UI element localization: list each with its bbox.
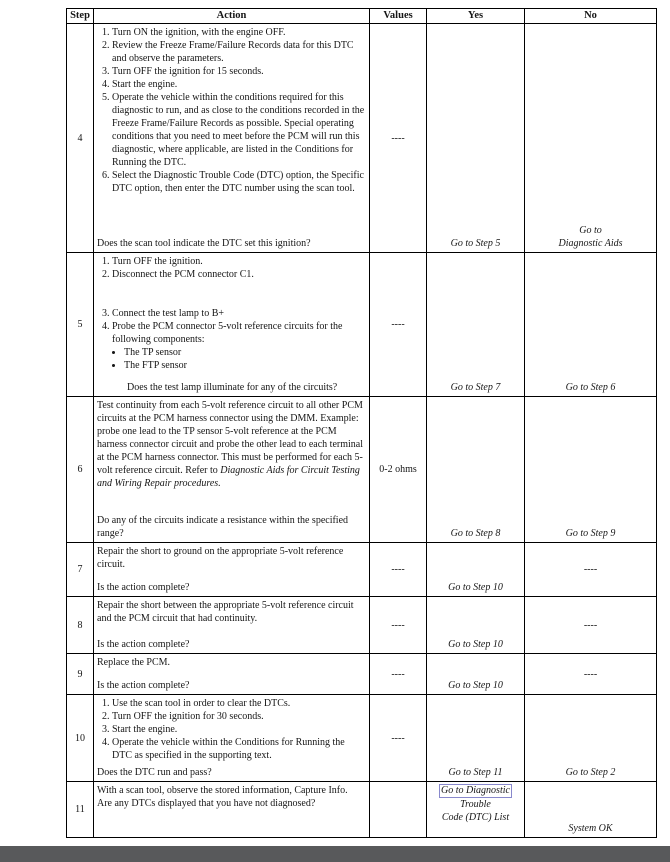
no-cell xyxy=(525,782,657,838)
action-item xyxy=(112,320,366,372)
component-bullet-list xyxy=(112,346,366,372)
action-item: 5. Operate the vehicle within the conditions required for this diagnostic to run, and as close to the conditions recorded in the Freeze Frame/Failure Records as possible. Special operating conditions that you need to meet before the PCM will run this diagnostic, where applicable, are listed in the Conditions for Running the DTC. xyxy=(112,91,366,169)
action-item: 2. Review the Freeze Frame/Failure Records data for this DTC and observe the parameters. xyxy=(112,39,366,65)
values-cell: ---- xyxy=(370,654,427,695)
action-item: 2. Disconnect the PCM connector C1. xyxy=(112,268,366,281)
yes-cell xyxy=(427,253,525,397)
step-cell: 7 xyxy=(67,543,94,597)
step-cell: 4 xyxy=(67,24,94,253)
bullet-item: • The FTP sensor xyxy=(124,359,366,372)
action-step-list xyxy=(97,255,366,372)
action-cell xyxy=(94,24,370,253)
go-to-reference: Go to Step 5 xyxy=(450,238,501,249)
yes-cell xyxy=(427,24,525,253)
action-question: Does the test lamp illuminate for any of the circuits? xyxy=(127,382,338,393)
column-header-action: Action xyxy=(94,9,370,24)
action-text xyxy=(97,399,366,490)
no-cell xyxy=(525,24,657,253)
action-step-list xyxy=(97,697,366,762)
go-to-reference: Go to Step 2 xyxy=(565,767,616,778)
step-cell: 6 xyxy=(67,397,94,543)
action-question: Is the action complete? xyxy=(97,680,190,691)
go-to-diagnostic-link[interactable]: Go to Diagnostic xyxy=(441,785,510,796)
action-cell xyxy=(94,597,370,654)
action-cell xyxy=(94,543,370,597)
values-cell: ---- xyxy=(370,253,427,397)
action-item: 3. Turn OFF the ignition for 15 seconds. xyxy=(112,65,366,78)
go-to-reference: Go to Step 8 xyxy=(450,528,501,539)
step-cell: 11 xyxy=(67,782,94,838)
values-cell xyxy=(370,782,427,838)
table-row xyxy=(67,543,657,597)
action-cell xyxy=(94,695,370,782)
yes-cell xyxy=(427,654,525,695)
page-bottom-bar xyxy=(0,846,670,862)
values-cell: 0-2 ohms xyxy=(370,397,427,543)
column-header-yes: Yes xyxy=(427,9,525,24)
table-row xyxy=(67,695,657,782)
go-to-dtc-list-reference xyxy=(430,784,521,824)
values-cell: ---- xyxy=(370,597,427,654)
go-to-reference: Go to Step 10 xyxy=(448,639,503,650)
go-to-reference: Go to Step 11 xyxy=(448,767,503,778)
action-text: With a scan tool, observe the stored information, Capture Info. xyxy=(97,785,348,796)
header-row xyxy=(67,9,657,24)
values-cell: ---- xyxy=(370,24,427,253)
action-item: 2. Turn OFF the ignition for 30 seconds. xyxy=(112,710,366,723)
action-question: Are any DTCs displayed that you have not diagnosed? xyxy=(97,798,316,809)
action-question: Is the action complete? xyxy=(97,582,190,593)
action-cell xyxy=(94,253,370,397)
table-row xyxy=(67,782,657,838)
action-question: Does the DTC run and pass? xyxy=(97,767,212,778)
action-item: 1. Use the scan tool in order to clear the DTCs. xyxy=(112,697,366,710)
diagnostic-table-page xyxy=(66,8,657,838)
go-to-reference: Go to Step 9 xyxy=(565,528,616,539)
no-cell xyxy=(525,695,657,782)
yes-cell xyxy=(427,597,525,654)
action-item-text: Probe the PCM connector 5-volt reference circuits for the following components: xyxy=(112,321,343,345)
go-to-reference: Go to Step 7 xyxy=(450,382,501,393)
yes-cell xyxy=(427,695,525,782)
action-text-normal: Test continuity from each 5-volt reference circuit to all other PCM circuits at the PCM harness connector using the DMM. Example: probe one lead to the TP sensor 5-volt reference at the PCM harness connector circuit and probe the other lead to each terminal at the PCM harness connector. This must be performed for each 5-volt reference circuit. Refer to xyxy=(97,400,363,476)
action-cell xyxy=(94,654,370,695)
action-text: Repair the short to ground on the appropriate 5-volt reference circuit. xyxy=(97,546,344,570)
no-dashes: ---- xyxy=(583,564,598,575)
step-cell: 10 xyxy=(67,695,94,782)
step-cell: 8 xyxy=(67,597,94,654)
column-header-no: No xyxy=(525,9,657,24)
action-question: Do any of the circuits indicate a resistance within the specified range? xyxy=(97,515,349,539)
action-item: 1. Turn ON the ignition, with the engine OFF. xyxy=(112,26,366,39)
step-cell: 5 xyxy=(67,253,94,397)
yes-cell xyxy=(427,782,525,838)
go-to-reference: Go to Diagnostic Aids xyxy=(558,225,623,249)
action-item: 3. Start the engine. xyxy=(112,723,366,736)
reference-line: Code (DTC) List xyxy=(441,812,510,823)
no-cell xyxy=(525,543,657,597)
action-cell xyxy=(94,782,370,838)
action-item: 4. Operate the vehicle within the Conditions for Running the DTC as specified in the supporting text. xyxy=(112,736,366,762)
go-to-reference: Go to Step 10 xyxy=(448,680,503,691)
action-item: 3. Connect the test lamp to B+ xyxy=(112,307,366,320)
no-cell xyxy=(525,397,657,543)
go-to-reference: Go to Step 10 xyxy=(448,582,503,593)
action-item: 4. Start the engine. xyxy=(112,78,366,91)
action-cell xyxy=(94,397,370,543)
table-row xyxy=(67,654,657,695)
system-ok-text: System OK xyxy=(568,823,613,834)
values-cell: ---- xyxy=(370,695,427,782)
action-item: 6. Select the Diagnostic Trouble Code (DTC) option, the Specific DTC option, then enter the DTC number using the scan tool. xyxy=(112,169,366,195)
action-item: 1. Turn OFF the ignition. xyxy=(112,255,366,268)
no-dashes: ---- xyxy=(583,619,598,631)
table-row xyxy=(67,24,657,253)
action-text-reference: Diagnostic Aids for Circuit Testing and Wiring Repair procedures. xyxy=(97,465,360,489)
bullet-item: • The TP sensor xyxy=(124,346,366,359)
action-question: Is the action complete? xyxy=(97,639,190,650)
column-header-step: Step xyxy=(67,9,94,24)
table-row xyxy=(67,397,657,543)
action-step-list xyxy=(97,26,366,195)
values-cell: ---- xyxy=(370,543,427,597)
action-text: Replace the PCM. xyxy=(97,657,171,668)
step-cell: 9 xyxy=(67,654,94,695)
column-header-values: Values xyxy=(370,9,427,24)
table-row xyxy=(67,597,657,654)
no-dashes: ---- xyxy=(583,668,598,680)
table-row xyxy=(67,253,657,397)
no-cell xyxy=(525,253,657,397)
reference-line: Trouble xyxy=(460,799,491,810)
no-cell xyxy=(525,597,657,654)
no-cell xyxy=(525,654,657,695)
yes-cell xyxy=(427,397,525,543)
yes-cell xyxy=(427,543,525,597)
action-question: Does the scan tool indicate the DTC set this ignition? xyxy=(97,238,311,249)
action-text: Repair the short between the appropriate 5-volt reference circuit and the PCM circuit that had continuity. xyxy=(97,600,354,624)
go-to-reference: Go to Step 6 xyxy=(565,382,616,393)
dtc-diagnostic-table xyxy=(66,8,657,838)
